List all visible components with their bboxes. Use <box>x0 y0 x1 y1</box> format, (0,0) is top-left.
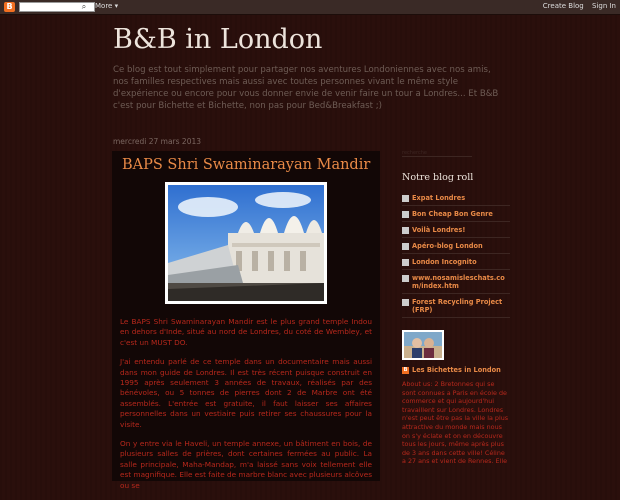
post-title[interactable]: BAPS Shri Swaminarayan Mandir <box>122 157 371 173</box>
post-paragraph: On y entre via le Haveli, un temple annexe, un bâtiment en bois, de plusieurs salles de prières, dont certaines fermées au public. La salle principale, Maha-Mandap, m'a laissé sans voix tellement elle est magnifique. Elle est faite de marbre blanc avec plusieurs alcôves ou se <box>120 439 372 490</box>
sidebar-search-input[interactable]: recherche <box>402 150 472 157</box>
blogroll-item[interactable] <box>402 222 510 238</box>
blogroll-heading: Notre blog roll <box>402 172 474 183</box>
profile-about: About us: 2 Bretonnes qui se sont connues a Paris en école de commerce et qui aujourd'hui travaillent sur Londres. Londres n'est peut être pas la ville la plus attractive du monde mais nous on s'y éclate et on en découvre tous les jours, même après plus de 3 ans dans cette ville! Céline a 27 ans et vient de Rennes. Elle <box>402 380 509 466</box>
blogger-navbar <box>0 0 620 15</box>
site-favicon-icon <box>402 227 409 234</box>
blogroll-item[interactable] <box>402 270 510 294</box>
temple-photo[interactable] <box>165 182 327 304</box>
blogger-logo-icon[interactable]: B <box>4 2 15 12</box>
post-body <box>120 317 372 500</box>
profile-name-link[interactable]: Les Bichettes in London <box>412 366 501 374</box>
temple-photo-drawing <box>168 185 324 301</box>
site-favicon-icon <box>402 259 409 266</box>
site-favicon-icon <box>402 275 409 282</box>
site-favicon-icon <box>402 195 409 202</box>
blog-title[interactable]: B&B in London <box>113 24 323 55</box>
blogroll-item[interactable] <box>402 254 510 270</box>
site-favicon-icon <box>402 211 409 218</box>
site-favicon-icon <box>402 243 409 250</box>
post <box>112 151 380 490</box>
blogroll-item[interactable] <box>402 206 510 222</box>
post-paragraph: J'ai entendu parlé de ce temple dans un documentaire mais aussi dans mon guide de Londres. Il est très récent puisque construit en 1995 après seulement 3 années de travaux, réalisés par des bénévoles, ou 5 tonnes de pierres dont 2 de Marbre ont été assemblés. L'entrée est gratuite, il faut laisser ses affaires personnelles dans un vestiaire puis retirer ses chaussures pour la visite. <box>120 357 372 429</box>
search-icon[interactable]: ⌕ <box>81 2 87 11</box>
post-paragraph: Le BAPS Shri Swaminarayan Mandir est le plus grand temple Indou en dehors d'Inde, situé au nord de Londres, du coté de Wembley, et c'est un MUST DO. <box>120 317 372 347</box>
blogroll-link[interactable]: Apéro-blog London <box>412 242 483 250</box>
blogroll-link[interactable]: Forest Recycling Project (FRP) <box>412 298 503 314</box>
blogroll-link[interactable]: Bon Cheap Bon Genre <box>412 210 493 218</box>
profile-avatar-drawing <box>404 332 442 358</box>
create-blog-link[interactable]: Create Blog <box>542 2 584 10</box>
profile-avatar[interactable] <box>402 330 444 360</box>
blogroll-link[interactable]: London Incognito <box>412 258 477 266</box>
blogroll-link[interactable]: Voilà Londres! <box>412 226 466 234</box>
blogger-profile-icon: B <box>403 367 408 373</box>
blogroll-item[interactable] <box>402 238 510 254</box>
blogroll-link[interactable]: www.nosamisleschats.com/index.htm <box>412 274 505 290</box>
blogroll-link[interactable]: Expat Londres <box>412 194 466 202</box>
blogroll-list <box>402 190 510 318</box>
sign-in-link[interactable]: Sign In <box>592 2 616 10</box>
blogroll-item[interactable] <box>402 190 510 206</box>
site-favicon-icon <box>402 299 409 306</box>
blog-description: Ce blog est tout simplement pour partager nos aventures Londoniennes avec nos amis, nos familles respectives mais aussi avec toutes personnes vivant le même style d'expérience ou encore pour vous donner envie de venir faire un tour a Londres... Et B&B c'est pour Bichette et Bichette, non pas pour Bed&Breakfast ;) <box>113 65 499 111</box>
blogroll-item[interactable] <box>402 294 510 318</box>
navbar-right-links <box>537 2 616 10</box>
more-menu-button[interactable]: More ▾ <box>95 2 119 10</box>
post-date: mercredi 27 mars 2013 <box>113 137 202 146</box>
